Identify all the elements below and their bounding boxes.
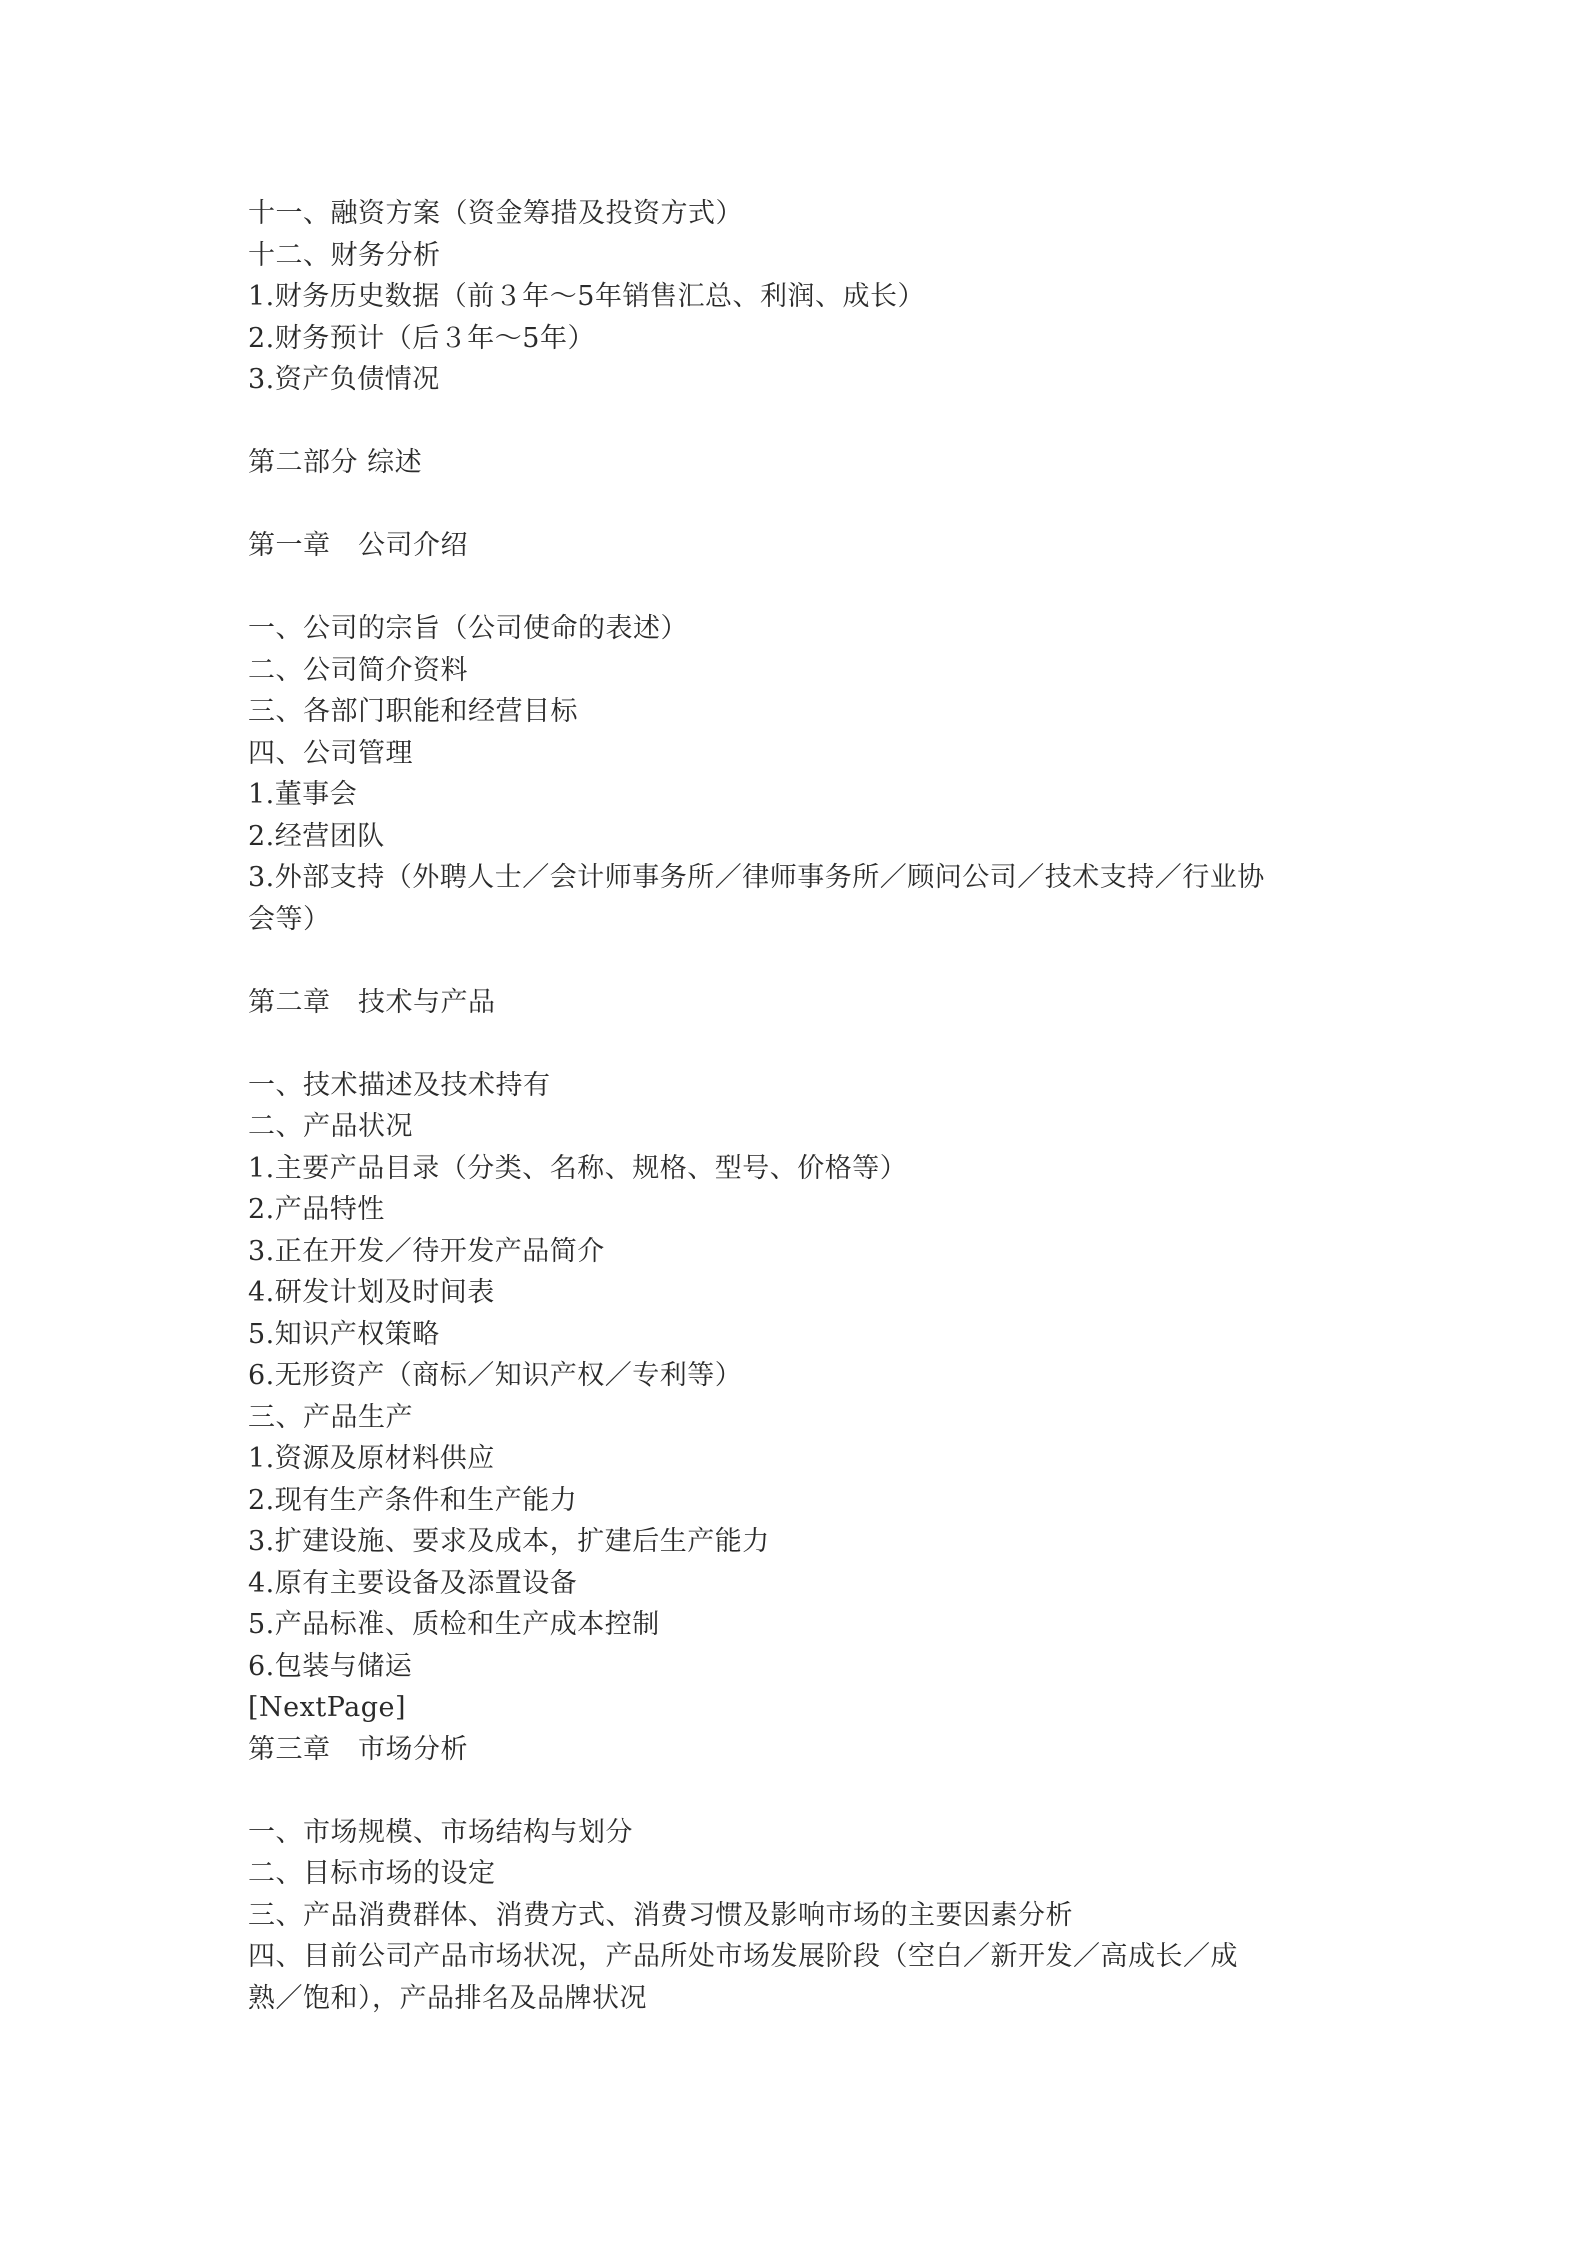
text-line: 1.资源及原材料供应 [248, 1443, 495, 1474]
text-line: 6.包装与储运 [248, 1650, 413, 1682]
part-heading: 第二部分 综述 [248, 447, 423, 478]
text-line: 2.产品特性 [248, 1194, 385, 1225]
text-line: 二、公司简介资料 [248, 654, 468, 686]
text-line: 1.财务历史数据（前３年～5年销售汇总、利润、成长） [248, 281, 925, 312]
blank-line [248, 1023, 1348, 1065]
text-line: 3.扩建设施、要求及成本，扩建后生产能力 [248, 1526, 770, 1557]
text-line: 十一、融资方案（资金筹措及投资方式） [248, 198, 743, 229]
text-line: 四、目前公司产品市场状况，产品所处市场发展阶段（空白／新开发／高成长／成 [248, 1941, 1238, 1972]
blank-line [248, 484, 1348, 526]
text-line: 1.主要产品目录（分类、名称、规格、型号、价格等） [248, 1152, 908, 1184]
text-line: 4.研发计划及时间表 [248, 1277, 495, 1308]
text-line: 会等） [248, 903, 331, 935]
text-line: 四、公司管理 [248, 737, 413, 769]
page-break-marker: [NextPage] [248, 1692, 407, 1723]
text-line: 一、公司的宗旨（公司使命的表述） [248, 613, 688, 644]
text-line: 2.现有生产条件和生产能力 [248, 1484, 578, 1516]
text-line: 2.经营团队 [248, 820, 385, 852]
blank-line [248, 940, 1348, 982]
text-line: 3.正在开发／待开发产品简介 [248, 1235, 605, 1267]
blank-line [248, 401, 1348, 443]
text-line: 三、各部门职能和经营目标 [248, 696, 578, 727]
text-line: 二、目标市场的设定 [248, 1858, 496, 1889]
text-line: 十二、财务分析 [248, 239, 441, 271]
text-line: 3.外部支持（外聘人士／会计师事务所／律师事务所／顾问公司／技术支持／行业协 [248, 862, 1265, 893]
text-line: 1.董事会 [248, 779, 358, 810]
text-line: 一、市场规模、市场结构与划分 [248, 1816, 633, 1848]
blank-line [248, 567, 1348, 609]
text-line: 3.资产负债情况 [248, 364, 440, 395]
text-line: 二、产品状况 [248, 1111, 413, 1142]
chapter-heading: 第二章 技术与产品 [248, 986, 496, 1018]
text-line: 熟／饱和），产品排名及品牌状况 [248, 1982, 647, 2014]
chapter-heading: 第一章 公司介绍 [248, 530, 468, 561]
text-line: 4.原有主要设备及添置设备 [248, 1567, 578, 1599]
text-line: 6.无形资产（商标／知识产权／专利等） [248, 1360, 743, 1391]
blank-line [248, 1770, 1348, 1812]
chapter-heading: 第三章 市场分析 [248, 1733, 468, 1765]
text-line: 三、产品消费群体、消费方式、消费习惯及影响市场的主要因素分析 [248, 1899, 1073, 1931]
text-line: 2.财务预计（后３年～5年） [248, 322, 595, 354]
text-line: 5.知识产权策略 [248, 1318, 440, 1350]
text-line: 5.产品标准、质检和生产成本控制 [248, 1609, 660, 1640]
text-line: 一、技术描述及技术持有 [248, 1069, 551, 1101]
document-page [248, 193, 1348, 2019]
text-line: 三、产品生产 [248, 1401, 413, 1433]
